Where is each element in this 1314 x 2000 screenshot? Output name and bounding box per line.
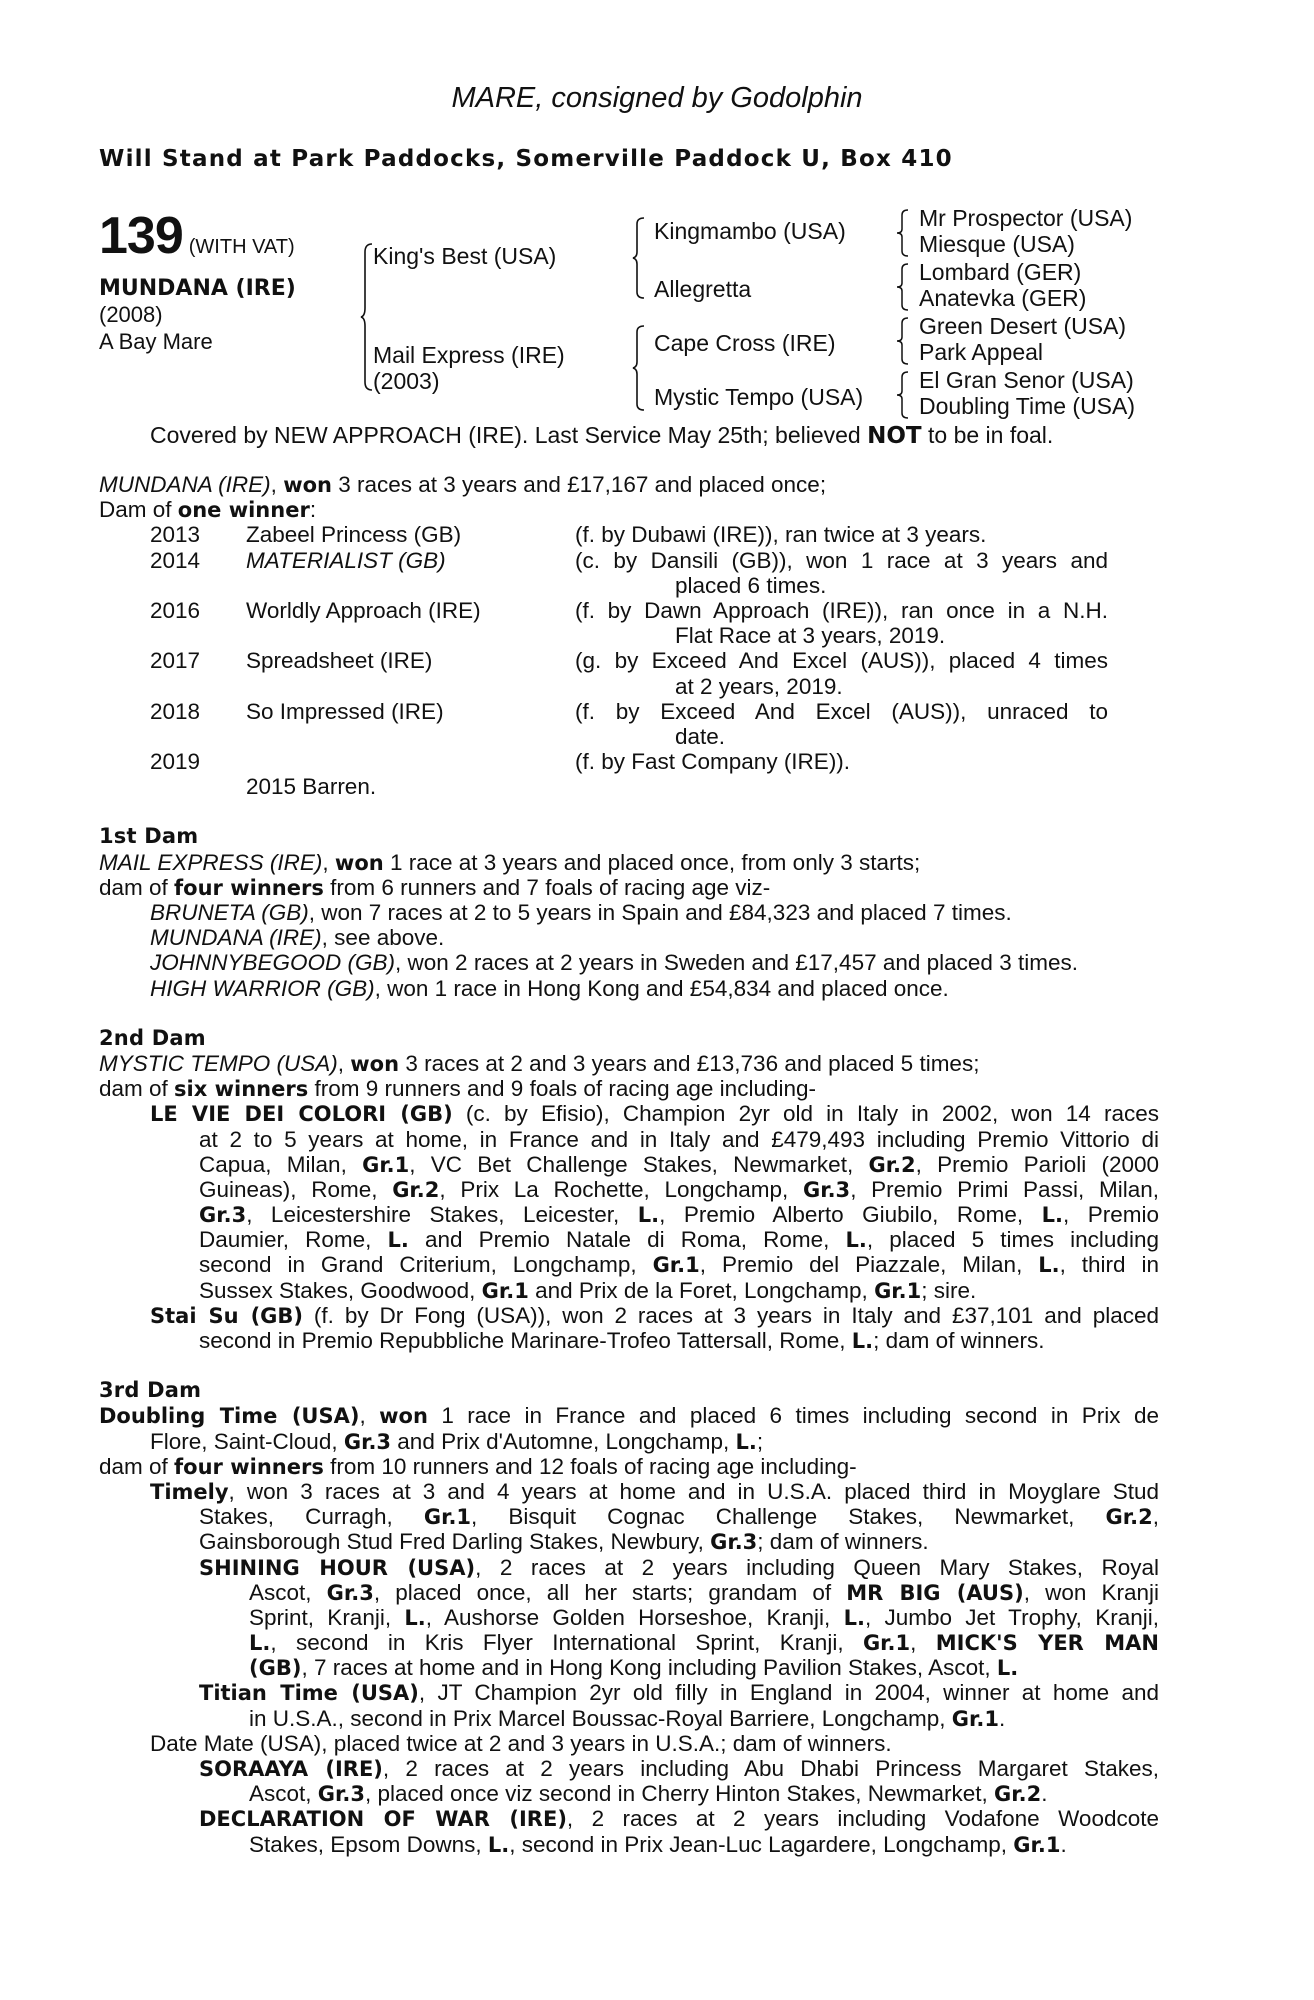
text: ; dam of winners.	[873, 1328, 1045, 1353]
text: ; dam of winners.	[757, 1529, 929, 1555]
text: , won Kranji	[1023, 1579, 1159, 1605]
race-grade: Gr.1	[362, 1152, 410, 1177]
dam3-dam-of	[99, 1454, 1159, 1479]
produce-intro	[99, 472, 1159, 497]
horse-description: A Bay Mare	[99, 329, 213, 354]
dam-of-pre: Dam of	[99, 497, 178, 523]
text: .	[1060, 1831, 1067, 1857]
dam-of-post: from 10 runners and 12 foals of racing age including-	[323, 1453, 857, 1479]
progeny-name: SORAAYA (IRE)	[199, 1757, 383, 1781]
foal-name	[246, 749, 575, 774]
progeny-name: (GB)	[249, 1656, 302, 1681]
race-grade: L.	[387, 1228, 409, 1253]
text: , placed 5 times including	[866, 1227, 1159, 1253]
text: in U.S.A., second in Prix Marcel Boussac-Royal Barriere, Longchamp,	[249, 1705, 952, 1731]
race-grade: Gr.2	[868, 1152, 916, 1177]
pedigree-brace-g3-3	[896, 316, 910, 366]
foal-name: So Impressed (IRE)	[246, 698, 444, 724]
foal-desc-cont: Flat Race at 3 years, 2019.	[675, 623, 946, 649]
pedigree-g3-0: Mr Prospector (USA)	[919, 205, 1133, 231]
dam-of-pre: dam of	[99, 1453, 175, 1479]
text: Ascot,	[249, 1781, 318, 1807]
titian-line	[99, 1706, 1159, 1731]
foal-row	[99, 749, 1159, 774]
dam-of-pre: dam of	[99, 874, 175, 900]
datemate-line: Date Mate (USA), placed twice at 2 and 3 years in U.S.A.; dam of winners.	[150, 1730, 892, 1756]
dam3-heading: 3rd Dam	[99, 1378, 202, 1403]
pedigree-brace-dam	[632, 324, 646, 412]
foal-year: 2013	[150, 522, 201, 548]
foal-row	[99, 522, 1159, 547]
text: and Prix d'Automne, Longchamp,	[391, 1428, 736, 1454]
race-grade: Gr.3	[317, 1782, 365, 1807]
text: , Premio Primi Passi, Milan,	[850, 1176, 1159, 1202]
titian-line	[199, 1680, 1159, 1705]
foal-year: 2019	[150, 749, 201, 775]
lvdc-line: at 2 to 5 years at home, in France and in Italy and £479,493 including Premio Vittorio di	[199, 1126, 1159, 1152]
foal-desc: (f. by Fast Company (IRE)).	[575, 749, 851, 775]
text: 1 race in France and placed 6 times including second in Prix de	[427, 1403, 1160, 1429]
race-grade: Gr.2	[392, 1177, 440, 1202]
progeny-item	[99, 900, 1159, 925]
lvdc-line	[99, 1278, 1159, 1303]
foal-year: 2018	[150, 698, 201, 724]
shining-line	[249, 1630, 1159, 1655]
dam1-heading: 1st Dam	[99, 824, 199, 849]
declaration-line	[99, 1832, 1159, 1857]
text: Sussex Stakes, Goodwood,	[199, 1277, 482, 1303]
won-label: won	[334, 850, 384, 875]
text: Stakes, Curragh,	[199, 1504, 424, 1530]
dam-of-bold: four winners	[174, 1454, 324, 1479]
produce-intro-rest: 3 races at 3 years and £17,167 and placed once;	[331, 472, 827, 497]
text: and Premio Natale di Roma, Rome,	[408, 1227, 846, 1253]
race-grade: L.	[404, 1605, 426, 1630]
soraaya-line	[199, 1756, 1159, 1781]
pedigree-sire-dam: Allegretta	[654, 276, 752, 302]
lvdc-line	[150, 1101, 1159, 1126]
text: ,	[910, 1630, 936, 1656]
race-grade: Gr.1	[862, 1631, 911, 1656]
text: , Aushorse Golden Horseshoe, Kranji,	[425, 1604, 844, 1630]
progeny-name: MICK'S YER MAN	[935, 1631, 1159, 1656]
text: second in Premio Repubbliche Marinare-Trofeo Tattersall, Rome,	[199, 1328, 852, 1353]
pedigree-sire-sire: Kingmambo (USA)	[654, 218, 846, 244]
soraaya-line	[99, 1781, 1159, 1806]
text: , Prix La Rochette, Longchamp,	[439, 1176, 803, 1202]
race-grade: Gr.1	[652, 1253, 700, 1278]
dam1-dam-of	[99, 875, 1159, 900]
progeny-name: Titian Time (USA)	[199, 1681, 419, 1706]
progeny-item	[99, 950, 1159, 975]
text: .	[1041, 1781, 1048, 1807]
sep: ,	[270, 472, 284, 497]
progeny-name: HIGH WARRIOR (GB)	[150, 975, 375, 1001]
covered-not: NOT	[867, 423, 922, 449]
foal-desc: (f. by Dawn Approach (IRE)), ran once in a N.H.	[575, 597, 1108, 623]
catalogue-body	[99, 472, 1159, 1857]
foal-desc: (f. by Exceed And Excel (AUS)), unraced to	[575, 698, 1108, 724]
pedigree-g3-5: Park Appeal	[919, 339, 1044, 365]
foal-year: 2017	[150, 648, 201, 674]
race-grade: Gr.3	[343, 1429, 392, 1454]
text: , Premio del Piazzale, Milan,	[699, 1252, 1039, 1278]
text: , won 3 races at 3 and 4 years at home and in U.S.A. placed third in Moyglare Stud	[228, 1478, 1159, 1504]
race-grade: Gr.1	[951, 1706, 999, 1731]
dam3-record: Doubling Time (USA), won 1 race in France and placed 6 times including second in Prix de	[99, 1403, 1160, 1429]
foal-row	[99, 699, 1159, 724]
shining-line	[199, 1555, 1159, 1580]
dam3-name: Doubling Time (USA)	[99, 1404, 360, 1429]
race-grade: L.	[845, 1228, 867, 1253]
race-grade: L.	[735, 1429, 757, 1454]
vat-note: (WITH VAT)	[188, 236, 295, 258]
pedigree-g3-1: Miesque (USA)	[919, 231, 1075, 257]
produce-dam-of	[99, 497, 1159, 522]
race-grade: Gr.3	[326, 1580, 374, 1605]
race-grade: L.	[487, 1832, 510, 1857]
lot-number-block	[99, 206, 295, 266]
pedigree-dam-dam: Mystic Tempo (USA)	[654, 384, 864, 410]
race-grade: L.	[1038, 1253, 1060, 1278]
foal-name: Zabeel Princess (GB)	[246, 522, 462, 548]
lvdc-line	[199, 1152, 1159, 1177]
text: , second in Prix Jean-Luc Lagardere, Longchamp,	[509, 1831, 1014, 1857]
dam-of-post: from 9 runners and 9 foals of racing age including-	[308, 1076, 816, 1102]
pedigree-g3-4: Green Desert (USA)	[919, 313, 1127, 339]
dam2-name: MYSTIC TEMPO (USA)	[99, 1050, 338, 1076]
lvdc-line	[199, 1177, 1159, 1202]
progeny-name: MR BIG (AUS)	[846, 1580, 1024, 1605]
lot-number: 139	[99, 207, 183, 265]
text: Ascot,	[249, 1579, 327, 1605]
timely-line	[99, 1529, 1159, 1554]
text: , Leicestershire Stakes, Leicester,	[246, 1202, 638, 1228]
progeny-name: SHINING HOUR (USA)	[199, 1555, 476, 1580]
progeny-name: JOHNNYBEGOOD (GB)	[150, 950, 396, 976]
progeny-name: Timely	[150, 1479, 229, 1504]
text: , 2 races at 2 years including Vodafone Woodcote	[566, 1806, 1159, 1832]
foal-row	[99, 598, 1159, 623]
text: , placed once, all her starts; grandam of	[373, 1579, 847, 1605]
progeny-item	[99, 976, 1159, 1001]
dam-of-bold: one winner	[177, 498, 310, 523]
covered-text: Covered by NEW APPROACH (IRE). Last Service May 25th; believed	[150, 422, 868, 448]
text: , Jumbo Jet Trophy, Kranji,	[864, 1604, 1159, 1630]
standing-location: Will Stand at Park Paddocks, Somerville Paddock U, Box 410	[99, 146, 953, 172]
text: , Premio Parioli (2000	[915, 1151, 1159, 1177]
text: (c. by Efisio), Champion 2yr old in Italy in 2002, won 14 races	[452, 1101, 1159, 1127]
foal-name: Worldly Approach (IRE)	[246, 597, 481, 623]
lvdc-line	[199, 1252, 1159, 1277]
won-label: won	[350, 1051, 400, 1076]
text: Capua, Milan,	[199, 1151, 363, 1177]
page-title: MARE, consigned by Godolphin	[451, 82, 863, 114]
pedigree-g3-2: Lombard (GER)	[919, 259, 1082, 285]
race-grade: L.	[249, 1631, 271, 1656]
progeny-text: , see above.	[321, 925, 445, 951]
foal-desc-cont: at 2 years, 2019.	[675, 673, 843, 699]
horse-foaled-year: (2008)	[99, 302, 163, 327]
pedigree-g3-7: Doubling Time (USA)	[919, 393, 1136, 419]
text: , third in	[1059, 1252, 1159, 1278]
progeny-name: LE VIE DEI COLORI (GB)	[150, 1102, 453, 1127]
text: and Prix de la Foret, Longchamp,	[528, 1277, 875, 1303]
race-grade: Gr.3	[710, 1530, 758, 1555]
foal-row	[99, 648, 1159, 673]
barren-note: 2015 Barren.	[246, 774, 377, 800]
covered-note	[150, 422, 1053, 449]
staisu-line	[150, 1303, 1159, 1328]
race-grade: L.	[843, 1605, 865, 1630]
progeny-name: BRUNETA (GB)	[150, 900, 309, 925]
dam-of-pre: dam of	[99, 1076, 175, 1102]
staisu-line	[99, 1328, 1159, 1353]
produce-horse-name: MUNDANA (IRE)	[99, 472, 271, 497]
declaration-line	[199, 1806, 1159, 1831]
text: ,	[1152, 1504, 1160, 1530]
progeny-text: , won 7 races at 2 to 5 years in Spain and £84,323 and placed 7 times.	[308, 900, 1012, 925]
text: (f. by Dr Fong (USA)), won 2 races at 3 years in Italy and £37,101 and placed	[303, 1302, 1159, 1328]
dam2-heading: 2nd Dam	[99, 1025, 206, 1050]
progeny-item	[99, 925, 1159, 950]
pedigree-g3-6: El Gran Senor (USA)	[919, 367, 1134, 393]
race-grade: Gr.1	[481, 1278, 529, 1303]
race-grade: L.	[851, 1329, 874, 1353]
dam3-record-cont	[99, 1429, 1159, 1454]
foal-name: Spreadsheet (IRE)	[246, 648, 433, 674]
foal-desc: (c. by Dansili (GB)), won 1 race at 3 years and	[575, 547, 1108, 573]
race-grade: L.	[637, 1203, 660, 1228]
won-label: won	[283, 473, 332, 497]
lvdc-line	[199, 1202, 1159, 1227]
shining-line	[249, 1580, 1159, 1605]
text: , placed once viz second in Cherry Hinton Stakes, Newmarket,	[364, 1781, 995, 1807]
progeny-name: Stai Su (GB)	[150, 1303, 304, 1328]
text: , 7 races at home and in Hong Kong including Pavilion Stakes, Ascot,	[301, 1655, 997, 1681]
dam-of-bold: four winners	[174, 875, 324, 900]
dam2-rest: 3 races at 2 and 3 years and £13,736 and placed 5 times;	[399, 1050, 980, 1076]
text: Flore, Saint-Cloud,	[150, 1428, 344, 1454]
text: Guineas), Rome,	[199, 1176, 393, 1202]
race-grade: Gr.1	[423, 1505, 472, 1530]
text: Stakes, Epsom Downs,	[249, 1831, 488, 1857]
text: , second in Kris Flyer International Sprint, Kranji,	[270, 1630, 863, 1656]
shining-line	[99, 1655, 1159, 1680]
foal-desc-cont: date.	[675, 723, 726, 749]
text: , VC Bet Challenge Stakes, Newmarket,	[409, 1151, 869, 1177]
lvdc-line	[199, 1227, 1159, 1252]
pedigree-sire: King's Best (USA)	[373, 243, 557, 269]
race-grade: L.	[996, 1656, 1019, 1681]
dam1-rest: 1 race at 3 years and placed once, from only 3 starts;	[383, 849, 921, 875]
foal-name: MATERIALIST (GB)	[246, 547, 446, 573]
text: second in Grand Criterium, Longchamp,	[199, 1252, 653, 1278]
text: Sprint, Kranji,	[249, 1604, 405, 1630]
pedigree-brace-g3-4	[896, 370, 910, 420]
dam-of-post: :	[309, 497, 317, 523]
text: ; sire.	[921, 1277, 977, 1303]
pedigree-dam-year: (2003)	[373, 368, 440, 394]
horse-name: MUNDANA (IRE)	[99, 276, 296, 301]
foal-desc-cont: placed 6 times.	[675, 572, 827, 598]
text: , Bisquit Cognac Challenge Stakes, Newmarket,	[471, 1504, 1106, 1530]
text: , JT Champion 2yr old filly in England in 2004, winner at home and	[418, 1680, 1160, 1706]
progeny-text: , won 1 race in Hong Kong and £54,834 and placed once.	[374, 975, 949, 1001]
text: , 2 races at 2 years including Abu Dhabi Princess Margaret Stakes,	[382, 1756, 1159, 1781]
race-grade: Gr.2	[1105, 1505, 1153, 1530]
dam-of-bold: six winners	[174, 1077, 309, 1102]
progeny-name: MUNDANA (IRE)	[150, 925, 322, 951]
race-grade: Gr.2	[994, 1782, 1042, 1807]
race-grade: Gr.1	[874, 1278, 922, 1303]
dam2-record: MYSTIC TEMPO (USA), won 3 races at 2 and 3 years and £13,736 and placed 5 times;	[99, 1050, 980, 1076]
progeny-text: , won 2 races at 2 years in Sweden and £17,457 and placed 3 times.	[395, 950, 1078, 976]
race-grade: L.	[1041, 1203, 1063, 1228]
pedigree-brace-g3-1	[896, 208, 910, 258]
timely-line	[199, 1504, 1159, 1529]
text: , 2 races at 2 years including Queen Mary Stakes, Royal	[475, 1554, 1159, 1580]
timely-line	[150, 1479, 1159, 1504]
foal-year: 2014	[150, 547, 201, 573]
covered-text-end: to be in foal.	[921, 422, 1054, 448]
text: ;	[756, 1428, 764, 1454]
pedigree-g3-3: Anatevka (GER)	[919, 285, 1087, 311]
race-grade: Gr.1	[1013, 1832, 1061, 1857]
text: , Premio	[1063, 1202, 1159, 1228]
progeny-name: DECLARATION OF WAR (IRE)	[199, 1807, 567, 1832]
text: .	[999, 1705, 1006, 1731]
pedigree-dam: Mail Express (IRE)	[373, 342, 565, 368]
pedigree-brace-sire	[632, 216, 646, 300]
text: Daumier, Rome,	[199, 1227, 388, 1253]
text: Gainsborough Stud Fred Darling Stakes, Newbury,	[199, 1529, 711, 1555]
shining-line	[249, 1605, 1159, 1630]
race-grade: Gr.3	[802, 1177, 851, 1202]
text: , Premio Alberto Giubilo, Rome,	[659, 1202, 1042, 1228]
race-grade: Gr.3	[199, 1203, 247, 1228]
dam-of-post: from 6 runners and 7 foals of racing age viz-	[323, 874, 771, 900]
dam1-name: MAIL EXPRESS (IRE)	[99, 849, 323, 875]
pedigree-brace-gen1	[360, 242, 374, 392]
dam1-record: MAIL EXPRESS (IRE), won 1 race at 3 years and placed once, from only 3 starts;	[99, 849, 921, 875]
foal-row	[99, 548, 1159, 573]
foal-desc: (g. by Exceed And Excel (AUS)), placed 4 times	[575, 648, 1108, 674]
foal-year: 2016	[150, 597, 201, 623]
won-label: won	[379, 1404, 428, 1429]
pedigree-brace-g3-2	[896, 262, 910, 312]
dam2-dam-of	[99, 1076, 1159, 1101]
foal-desc: (f. by Dubawi (IRE)), ran twice at 3 years.	[575, 522, 987, 548]
pedigree-dam-sire: Cape Cross (IRE)	[654, 330, 836, 356]
